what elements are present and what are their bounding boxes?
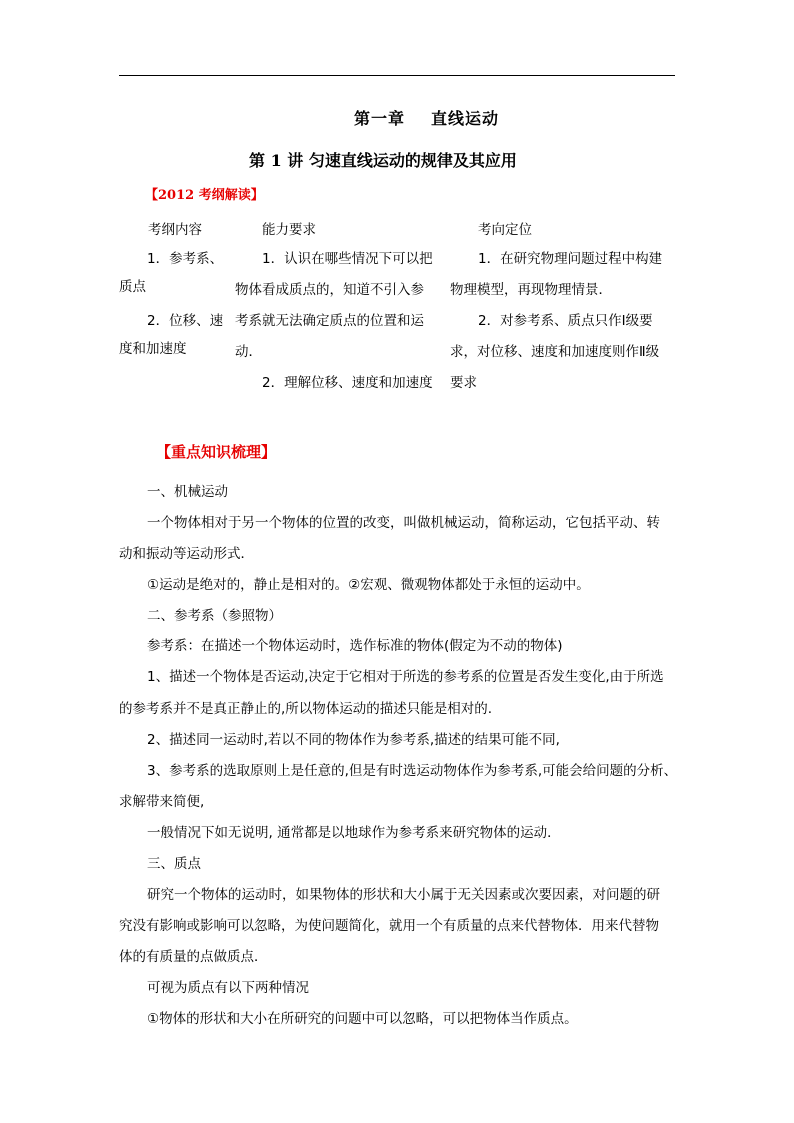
chapter-number: 第一章: [354, 109, 406, 128]
table-cell: 动．: [235, 344, 262, 360]
paragraph-line: 可视为质点有以下两种情况: [147, 980, 309, 996]
table-header-orientation: 考向定位: [478, 222, 532, 238]
paragraph-line: 参考系：在描述一个物体运动时，选作标准的物体(假定为不动的物体): [147, 638, 563, 654]
paragraph-line: 动和振动等运动形式．: [119, 546, 254, 562]
section-heading: 一、机械运动: [147, 484, 228, 500]
lecture-title: 第 1 讲 匀速直线运动的规律及其应用: [249, 151, 517, 170]
paragraph-line: 一个物体相对于另一个物体的位置的改变，叫做机械运动，简称运动，它包括平动、转: [147, 515, 660, 531]
table-cell: 求，对位移、速度和加速度则作Ⅱ级: [450, 344, 660, 360]
table-cell: 2．位移、速: [147, 313, 224, 329]
table-header-ability: 能力要求: [262, 222, 316, 238]
chapter-title: [354, 106, 499, 129]
table-cell: 要求: [450, 375, 477, 391]
header-rule: [119, 75, 675, 76]
section-heading: 二、参考系（参照物）: [147, 608, 282, 624]
paragraph-line: 究没有影响或影响可以忽略，为使问题简化，就用一个有质量的点来代替物体．用来代替物: [119, 918, 659, 934]
paragraph-line: 2、描述同一运动时,若以不同的物体作为参考系,描述的结果可能不同,: [147, 732, 560, 748]
table-header-content: 考纲内容: [148, 222, 202, 238]
table-cell: 考系就无法确定质点的位置和运: [235, 313, 424, 329]
section-heading: 三、质点: [147, 856, 201, 872]
table-cell: 1．在研究物理问题过程中构建: [478, 251, 663, 267]
key-knowledge-tag: 【重点知识梳理】: [156, 443, 277, 461]
table-cell: 物理模型，再现物理情景．: [450, 282, 612, 298]
paragraph-line: 的参考系并不是真正静止的,所以物体运动的描述只能是相对的.: [119, 701, 493, 717]
table-cell: 1．认识在哪些情况下可以把: [262, 251, 433, 267]
table-cell: 质点: [119, 279, 146, 295]
chapter-name: 直线运动: [431, 109, 500, 128]
paragraph-line: 3、参考系的选取原则上是任意的,但是有时选运动物体作为参考系,可能会给问题的分析、: [147, 763, 678, 779]
paragraph-line: 一般情况下如无说明, 通常都是以地球作为参考系来研究物体的运动．: [147, 825, 561, 841]
table-cell: 2．对参考系、质点只作Ⅰ级要: [478, 313, 653, 329]
paragraph-line: 求解带来简便,: [119, 794, 205, 810]
paragraph-line: 1、描述一个物体是否运动,决定于它相对于所选的参考系的位置是否发生变化,由于所选: [147, 669, 664, 685]
paragraph-line: 体的有质量的点做质点．: [119, 949, 268, 965]
table-cell: 物体看成质点的，知道不引入参: [235, 282, 424, 298]
paragraph-line: ①运动是绝对的，静止是相对的。②宏观、微观物体都处于永恒的运动中。: [147, 577, 590, 593]
paragraph-line: ①物体的形状和大小在所研究的问题中可以忽略，可以把物体当作质点。: [147, 1011, 578, 1027]
table-cell: 1．参考系、: [147, 251, 224, 267]
exam-outline-tag: 【2012 考纲解读】: [145, 188, 264, 203]
table-cell: 度和加速度: [119, 341, 187, 357]
table-cell: 2．理解位移、速度和加速度: [262, 375, 433, 391]
paragraph-line: 研究一个物体的运动时，如果物体的形状和大小属于无关因素或次要因素，对问题的研: [147, 887, 660, 903]
